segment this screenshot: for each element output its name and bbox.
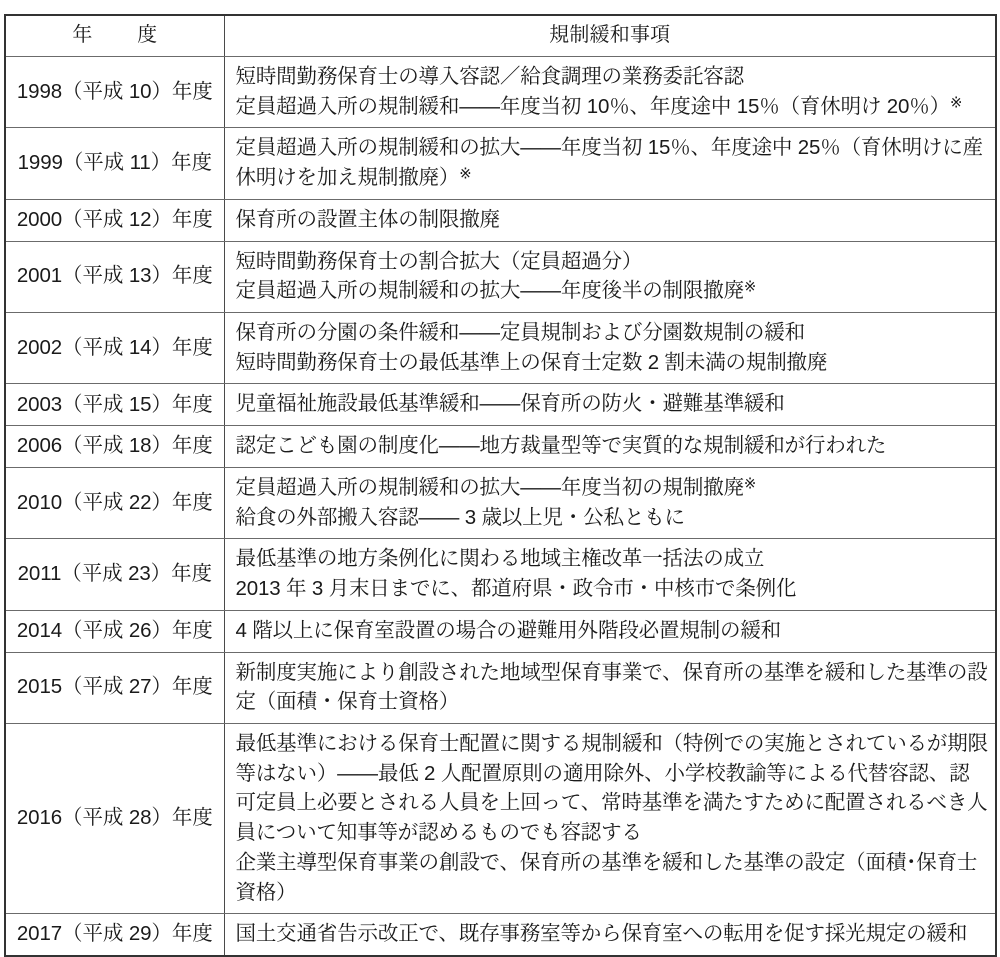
year-label: 2016（平成 28）年度 — [16, 806, 213, 830]
deregulation-table — [4, 14, 997, 957]
deregulation-item-line: 短時間勤務保育士の割合拡大（定員超過分） — [235, 249, 643, 273]
year-cell — [5, 539, 224, 610]
deregulation-item-cell — [224, 914, 996, 956]
table-row — [5, 539, 996, 610]
reference-mark: ※ — [743, 476, 757, 493]
deregulation-item-cell — [224, 384, 996, 426]
deregulation-item-line: 企業主導型保育事業の創設で、保育所の基準を緩和した基準の設定（面積･保育士資格） — [235, 850, 978, 904]
deregulation-item-cell — [224, 539, 996, 610]
year-cell — [5, 313, 224, 384]
year-cell — [5, 384, 224, 426]
table-row — [5, 199, 996, 241]
deregulation-item-line: 最低基準の地方条例化に関わる地域主権改革一括法の成立 — [235, 547, 765, 571]
year-cell — [5, 128, 224, 199]
deregulation-item-line: 定員超過入所の規制緩和——年度当初 10％、年度途中 15％（育休明け 20％）※ — [235, 94, 963, 118]
year-label: 2011（平成 23）年度 — [17, 562, 212, 586]
deregulation-item-line: 定員超過入所の規制緩和の拡大——年度後半の制限撤廃※ — [235, 279, 757, 303]
reference-mark: ※ — [949, 95, 963, 112]
table-row — [5, 57, 996, 128]
year-label: 2002（平成 14）年度 — [16, 335, 213, 359]
table-row — [5, 914, 996, 956]
year-cell — [5, 610, 224, 652]
deregulation-item-cell — [224, 426, 996, 468]
deregulation-item-line: 短時間勤務保育士の導入容認／給食調理の業務委託容認 — [235, 65, 744, 88]
deregulation-item-cell — [224, 723, 996, 913]
year-cell — [5, 57, 224, 128]
reference-mark: ※ — [459, 166, 472, 183]
year-cell — [5, 723, 224, 913]
table-row — [5, 426, 996, 468]
deregulation-item-line: 定員超過入所の規制緩和の拡大——年度当初の規制撤廃※ — [235, 475, 757, 499]
reference-mark: ※ — [743, 279, 757, 296]
deregulation-item-line: 保育所の設置主体の制限撤廃 — [235, 207, 500, 231]
column-header-year-label: 年 度 — [72, 24, 170, 46]
table-row — [5, 128, 996, 199]
deregulation-item-line: 児童福祉施設最低基準緩和——保育所の防火・避難基準緩和 — [235, 392, 785, 416]
table-row — [5, 467, 996, 538]
table-body — [5, 57, 996, 956]
table-row — [5, 652, 996, 723]
column-header-item — [224, 15, 996, 57]
deregulation-item-cell — [224, 57, 996, 128]
deregulation-item-line: 4 階以上に保育室設置の場合の避難用外階段必置規制の緩和 — [235, 618, 782, 642]
column-header-year — [5, 15, 224, 57]
year-label: 1999（平成 11）年度 — [17, 151, 212, 175]
year-label: 2010（平成 22）年度 — [16, 490, 213, 514]
column-header-item-label: 規制緩和事項 — [549, 24, 671, 46]
year-label: 2003（平成 15）年度 — [16, 392, 213, 416]
year-label: 2001（平成 13）年度 — [16, 264, 213, 288]
deregulation-item-cell — [224, 128, 996, 199]
deregulation-item-line: 定員超過入所の規制緩和の拡大——年度当初 15％、年度途中 25％（育休明けに産休明けを加え規制撤廃）※ — [235, 136, 983, 190]
table-row — [5, 610, 996, 652]
deregulation-item-cell — [224, 652, 996, 723]
year-cell — [5, 426, 224, 468]
deregulation-item-line: 最低基準における保育士配置に関する規制緩和（特例での実施とされているが期限等はない）——最低 2 人配置原則の適用除外、小学校教諭等による代替容認、認可定員上必要とされる人員を上回って、常時基準を満たすために配置されるべき人員について知事等が認めるものでも容認する — [235, 731, 988, 845]
year-cell — [5, 199, 224, 241]
year-cell — [5, 467, 224, 538]
deregulation-item-cell — [224, 467, 996, 538]
year-label: 2015（平成 27）年度 — [16, 675, 213, 699]
deregulation-item-cell — [224, 241, 996, 312]
deregulation-item-cell — [224, 199, 996, 241]
deregulation-item-line: 保育所の分園の条件緩和——定員規制および分園数規制の緩和 — [235, 321, 805, 345]
deregulation-item-line: 認定こども園の制度化——地方裁量型等で実質的な規制緩和が行われた — [235, 434, 887, 458]
table-row — [5, 313, 996, 384]
deregulation-item-line: 2013 年 3 月末日までに、都道府県・政令市・中核市で条例化 — [235, 577, 797, 601]
header-row — [5, 15, 996, 57]
year-cell — [5, 241, 224, 312]
table-row — [5, 241, 996, 312]
year-cell — [5, 652, 224, 723]
year-cell — [5, 914, 224, 956]
table-row — [5, 723, 996, 913]
deregulation-item-line: 国土交通省告示改正で、既存事務室等から保育室への転用を促す採光規定の緩和 — [235, 922, 968, 946]
table-row — [5, 384, 996, 426]
deregulation-item-line: 新制度実施により創設された地域型保育事業で、保育所の基準を緩和した基準の設定（面積・保育士資格） — [235, 660, 988, 714]
year-label: 1998（平成 10）年度 — [16, 79, 213, 103]
table-header — [5, 15, 996, 57]
year-label: 2017（平成 29）年度 — [16, 922, 213, 946]
year-label: 2006（平成 18）年度 — [16, 434, 213, 458]
deregulation-item-cell — [224, 313, 996, 384]
deregulation-item-cell — [224, 610, 996, 652]
deregulation-item-line: 給食の外部搬入容認—— 3 歳以上児・公私ともに — [235, 505, 685, 529]
deregulation-item-line: 短時間勤務保育士の最低基準上の保育士定数 2 割未満の規制撤廃 — [235, 350, 828, 374]
year-label: 2000（平成 12）年度 — [16, 207, 213, 231]
year-label: 2014（平成 26）年度 — [16, 618, 213, 642]
